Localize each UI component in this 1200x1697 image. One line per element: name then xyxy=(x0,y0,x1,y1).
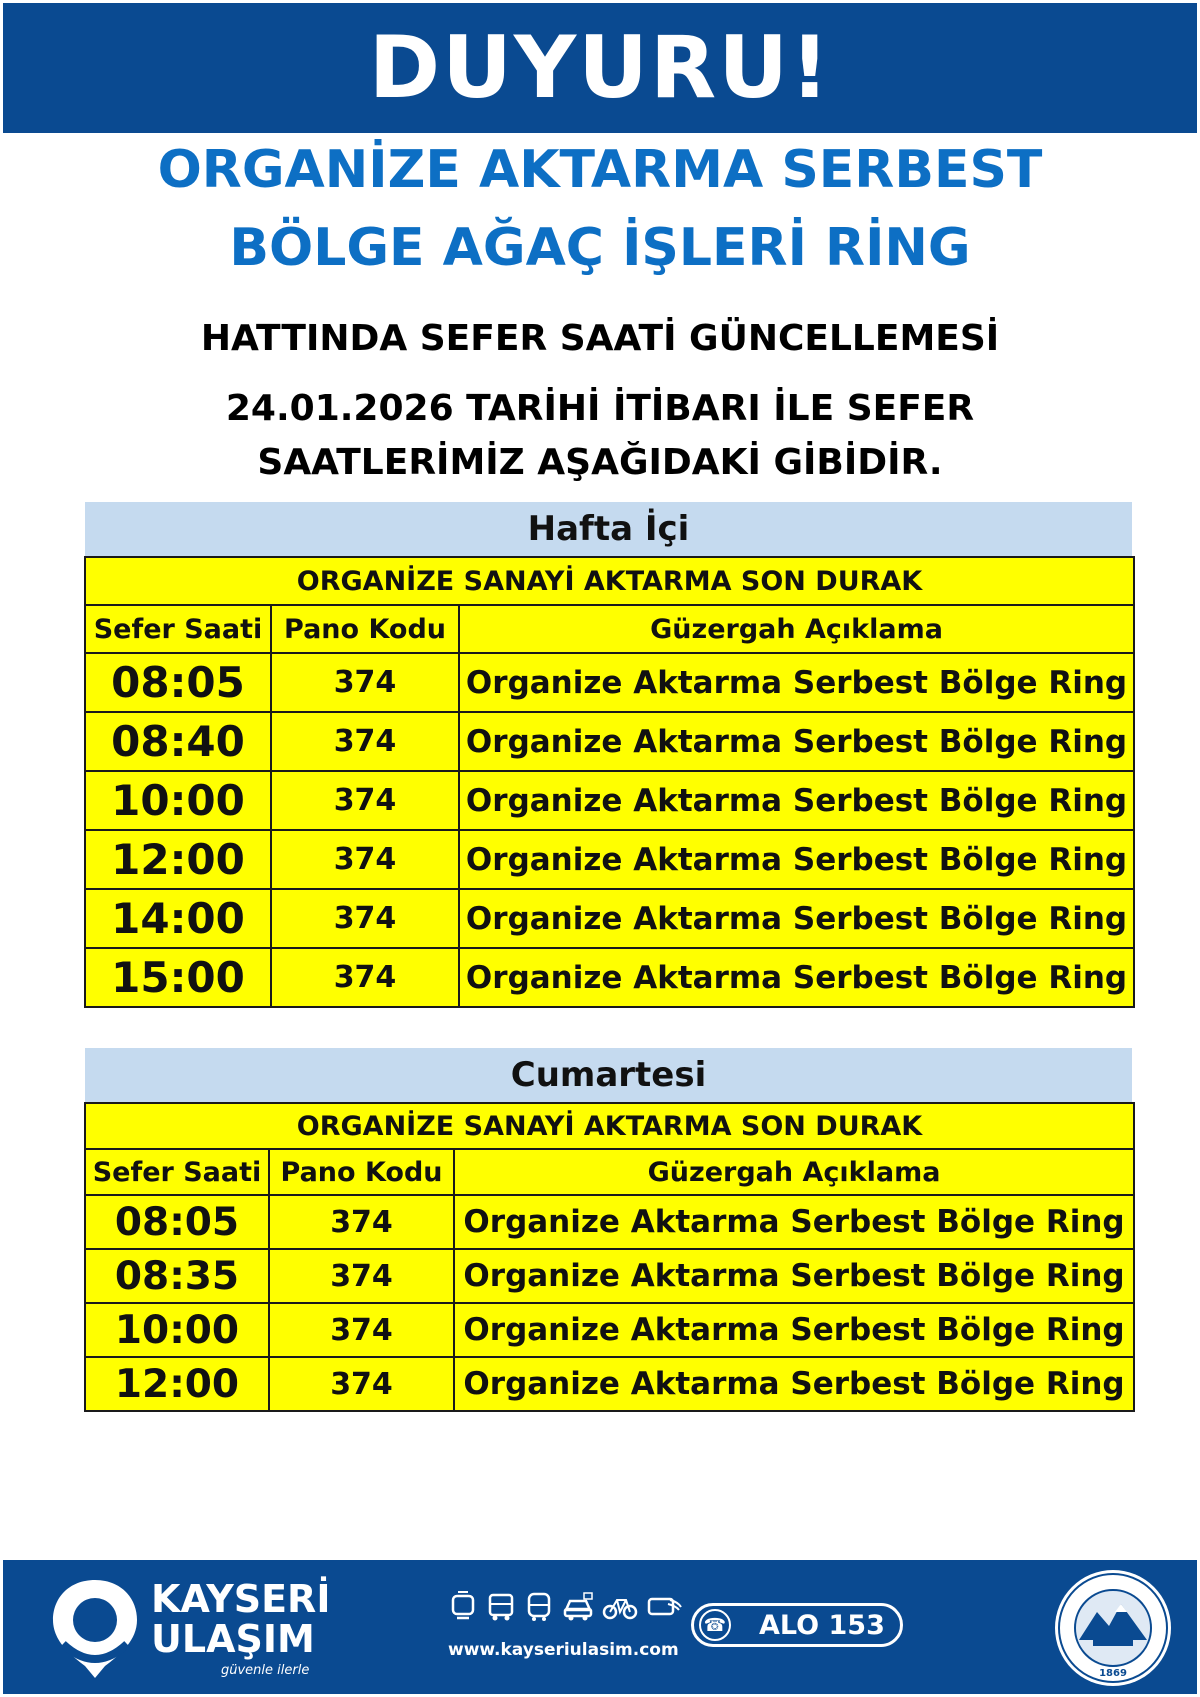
route-description: Organize Aktarma Serbest Bölge Ring xyxy=(459,771,1134,830)
weekday-stop-name: ORGANİZE SANAYİ AKTARMA SON DURAK xyxy=(85,557,1134,605)
route-description: Organize Aktarma Serbest Bölge Ring xyxy=(459,653,1134,712)
column-header-route: Güzergah Açıklama xyxy=(454,1149,1134,1195)
panel-code: 374 xyxy=(271,830,459,889)
schedule-row xyxy=(85,889,1134,948)
route-description: Organize Aktarma Serbest Bölge Ring xyxy=(459,712,1134,771)
route-description: Organize Aktarma Serbest Bölge Ring xyxy=(459,889,1134,948)
route-description: Organize Aktarma Serbest Bölge Ring xyxy=(454,1195,1134,1249)
taxi-icon xyxy=(562,1590,594,1622)
title-line-1: ORGANİZE AKTARMA SERBEST xyxy=(157,140,1043,200)
route-description: Organize Aktarma Serbest Bölge Ring xyxy=(454,1303,1134,1357)
saturday-stop-name: ORGANİZE SANAYİ AKTARMA SON DURAK xyxy=(85,1103,1134,1149)
panel-code: 374 xyxy=(269,1249,454,1303)
column-header-code: Pano Kodu xyxy=(269,1149,454,1195)
schedule-row xyxy=(85,1195,1134,1249)
column-header-time: Sefer Saati xyxy=(85,605,271,653)
departure-time: 12:00 xyxy=(85,830,271,889)
departure-time: 08:05 xyxy=(85,1195,269,1249)
title-line-2: BÖLGE AĞAÇ İŞLERİ RİNG xyxy=(229,218,971,278)
title-line-4: 24.01.2026 TARİHİ İTİBARI İLE SEFER xyxy=(225,388,975,429)
panel-code: 374 xyxy=(271,712,459,771)
departure-time: 14:00 xyxy=(85,889,271,948)
panel-code: 374 xyxy=(269,1303,454,1357)
bus-icon xyxy=(524,1590,554,1622)
panel-code: 374 xyxy=(271,771,459,830)
seal-year: 1869 xyxy=(1099,1668,1127,1679)
departure-time: 10:00 xyxy=(85,1303,269,1357)
schedule-row xyxy=(85,1303,1134,1357)
departure-time: 08:40 xyxy=(85,712,271,771)
logo-slogan: güvenle ilerle xyxy=(221,1663,310,1678)
column-header-time: Sefer Saati xyxy=(85,1149,269,1195)
card-icon xyxy=(646,1590,682,1622)
departure-time: 12:00 xyxy=(85,1357,269,1411)
departure-time: 15:00 xyxy=(85,948,271,1007)
title-line-5: SAATLERİMİZ AŞAĞIDAKİ GİBİDİR. xyxy=(257,442,943,483)
panel-code: 374 xyxy=(271,948,459,1007)
logo-wordmark xyxy=(151,1577,331,1678)
announcement-title: DUYURU! xyxy=(368,18,832,118)
logo-line-2: ULAŞIM xyxy=(151,1617,315,1661)
saturday-schedule-table xyxy=(84,1102,1135,1412)
schedule-row xyxy=(85,1249,1134,1303)
departure-time: 10:00 xyxy=(85,771,271,830)
departure-time: 08:05 xyxy=(85,653,271,712)
bus-icon xyxy=(486,1590,516,1622)
kayseri-ulasim-logo-icon xyxy=(45,1574,145,1684)
route-description: Organize Aktarma Serbest Bölge Ring xyxy=(459,948,1134,1007)
announcement-banner xyxy=(3,3,1197,133)
saturday-heading: Cumartesi xyxy=(85,1048,1132,1102)
logo-line-1: KAYSERİ xyxy=(151,1577,331,1621)
municipality-seal-icon xyxy=(1053,1568,1173,1688)
schedule-row xyxy=(85,830,1134,889)
panel-code: 374 xyxy=(271,889,459,948)
route-description: Organize Aktarma Serbest Bölge Ring xyxy=(454,1357,1134,1411)
tram-icon xyxy=(448,1590,478,1622)
schedule-row xyxy=(85,712,1134,771)
panel-code: 374 xyxy=(269,1195,454,1249)
footer-bar xyxy=(3,1560,1197,1694)
website-link[interactable]: www.kayseriulasim.com xyxy=(448,1640,679,1660)
panel-code: 374 xyxy=(269,1357,454,1411)
bicycle-icon xyxy=(602,1590,638,1622)
panel-code: 374 xyxy=(271,653,459,712)
column-header-route: Güzergah Açıklama xyxy=(459,605,1134,653)
schedule-row xyxy=(85,653,1134,712)
transport-mode-icons xyxy=(448,1590,682,1622)
schedule-row xyxy=(85,771,1134,830)
column-header-code: Pano Kodu xyxy=(271,605,459,653)
phone-icon: ☎ xyxy=(699,1609,731,1641)
schedule-row xyxy=(85,948,1134,1007)
weekday-schedule-table xyxy=(84,556,1135,1008)
weekday-heading: Hafta İçi xyxy=(85,502,1132,556)
phone-number: ALO 153 xyxy=(759,1609,885,1641)
title-line-3: HATTINDA SEFER SAATİ GÜNCELLEMESİ xyxy=(200,318,1000,359)
departure-time: 08:35 xyxy=(85,1249,269,1303)
schedule-row xyxy=(85,1357,1134,1411)
phone-hotline[interactable] xyxy=(691,1603,903,1647)
route-description: Organize Aktarma Serbest Bölge Ring xyxy=(459,830,1134,889)
route-description: Organize Aktarma Serbest Bölge Ring xyxy=(454,1249,1134,1303)
